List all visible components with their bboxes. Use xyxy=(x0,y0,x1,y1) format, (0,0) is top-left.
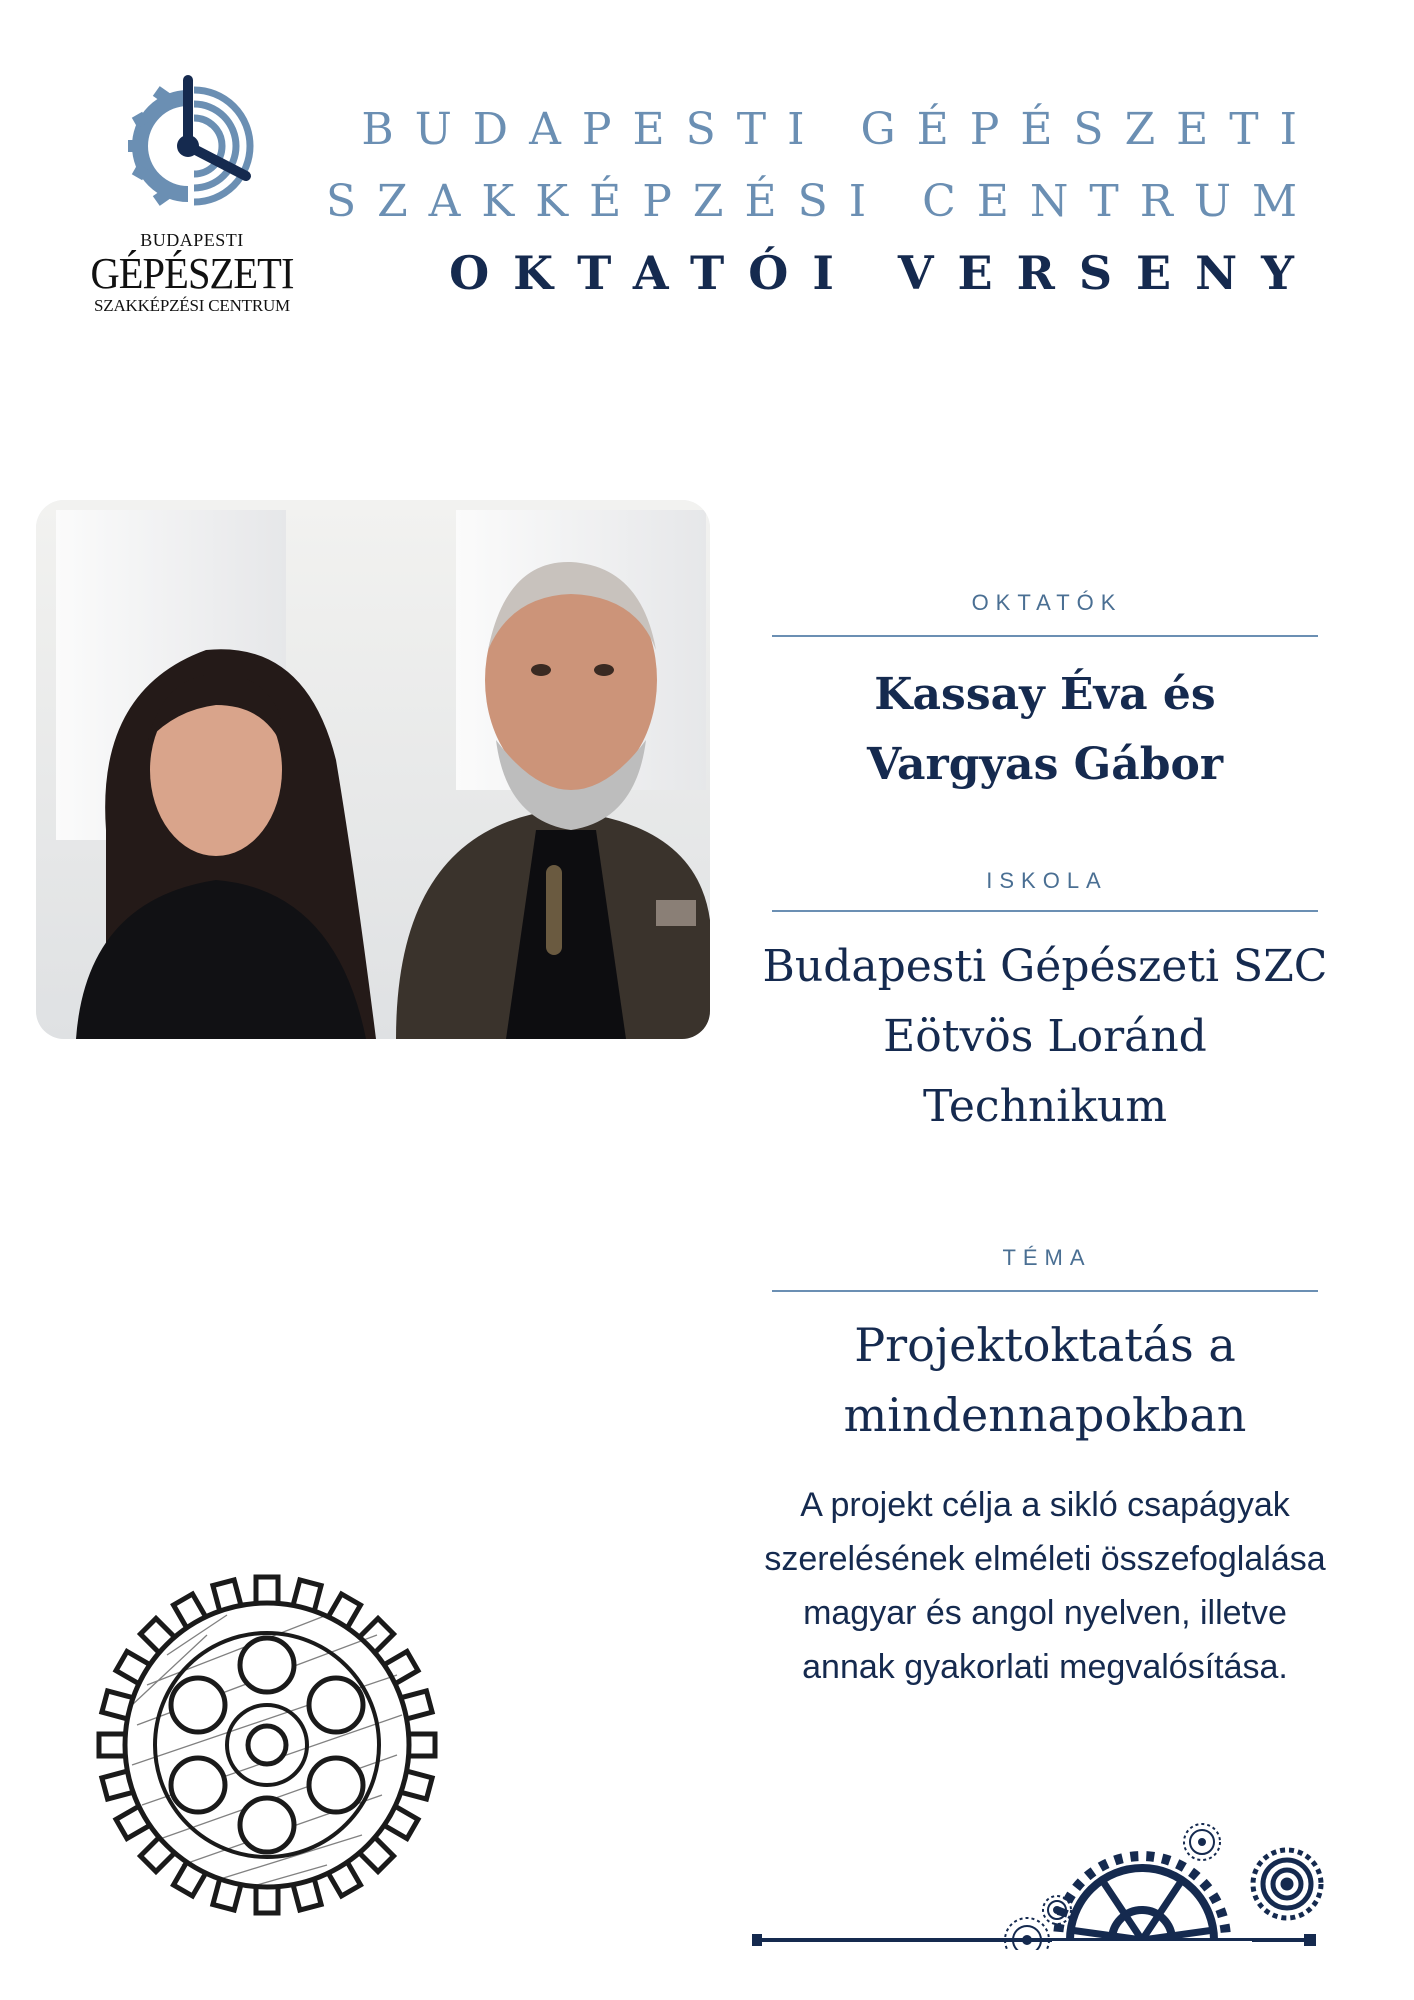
description-line4: annak gyakorlati megvalósítása. xyxy=(802,1648,1288,1686)
description-line2: szerelésének elméleti összefoglalása xyxy=(764,1540,1326,1578)
header-subtitle: OKTATÓI VERSENY xyxy=(449,246,1318,300)
label-tema: TÉMA xyxy=(1002,1245,1092,1270)
divider xyxy=(772,635,1318,637)
topic-title-line2: mindennapokban xyxy=(843,1388,1247,1442)
label-iskola: ISKOLA xyxy=(986,868,1108,893)
teachers-photo xyxy=(36,500,710,1039)
label-oktatok: OKTATÓK xyxy=(971,590,1123,615)
logo-text-gepeszeti: GÉPÉSZETI xyxy=(90,249,294,298)
description-line3: magyar és angol nyelven, illetve xyxy=(803,1594,1287,1632)
logo-text-centrum: SZAKKÉPZÉSI CENTRUM xyxy=(94,296,290,315)
divider xyxy=(772,910,1318,912)
description-line1: A projekt célja a sikló csapágyak xyxy=(800,1486,1290,1524)
topic-title xyxy=(730,1310,1360,1450)
logo xyxy=(62,74,322,334)
school-name xyxy=(730,932,1360,1142)
school-name-line3: Technikum xyxy=(922,1081,1168,1132)
gear-clock-logo-icon xyxy=(62,74,322,234)
sketch-gear-icon xyxy=(92,1570,442,1920)
topic-title-line1: Projektoktatás a xyxy=(854,1318,1236,1372)
logo-text-budapesti: BUDAPESTI xyxy=(140,230,244,250)
header-title-line2: SZAKKÉPZÉSI CENTRUM xyxy=(325,176,1318,227)
project-description xyxy=(706,1478,1384,1694)
gear-cluster-icon xyxy=(752,1820,1332,1950)
teachers-names xyxy=(730,660,1360,800)
header-title-line1: BUDAPESTI GÉPÉSZETI xyxy=(361,104,1318,155)
teachers-names-line1: Kassay Éva és xyxy=(874,669,1216,720)
photo-illustration xyxy=(36,500,710,1039)
school-name-line2: Eötvös Loránd xyxy=(883,1011,1207,1062)
school-name-line1: Budapesti Gépészeti SZC xyxy=(762,941,1328,992)
teachers-names-line2: Vargyas Gábor xyxy=(866,739,1224,790)
divider xyxy=(772,1290,1318,1292)
